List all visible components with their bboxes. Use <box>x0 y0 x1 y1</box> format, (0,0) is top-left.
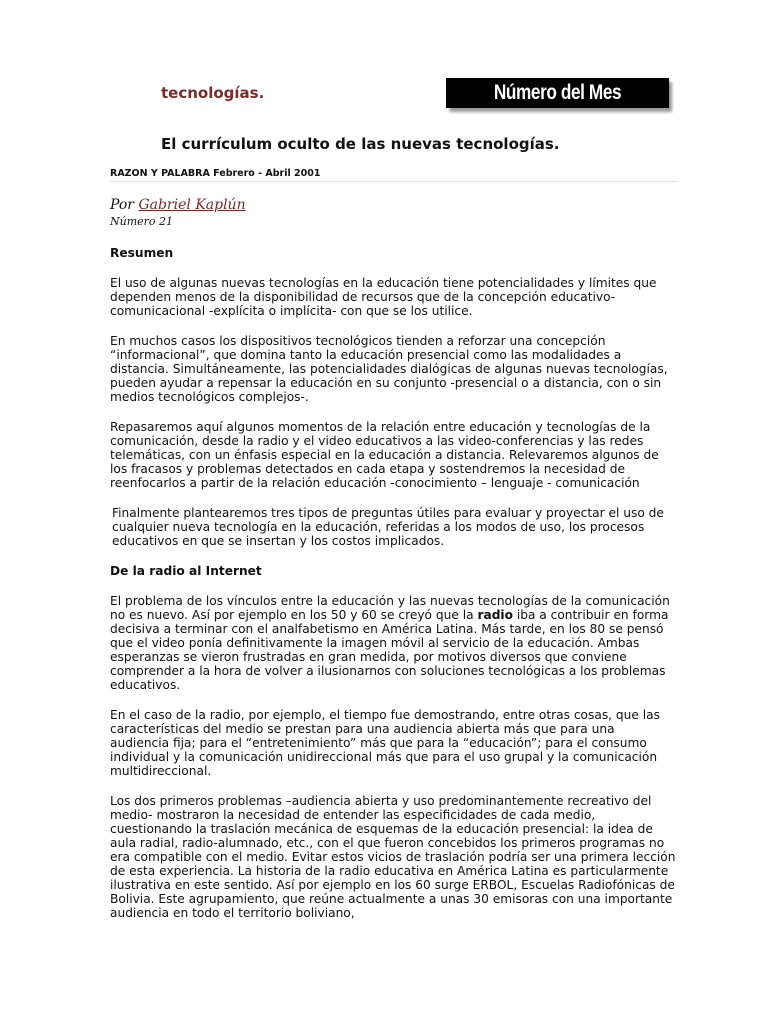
article-title: El currículum oculto de las nuevas tecnologías. <box>161 135 560 153</box>
author-link[interactable]: Gabriel Kaplún <box>138 197 246 213</box>
publication-line: RAZON Y PALABRA Febrero - Abril 2001 <box>110 168 321 179</box>
heading-resumen: Resumen <box>110 246 174 260</box>
numero-del-mes-banner: Número del Mes <box>446 78 669 108</box>
byline <box>110 197 246 213</box>
paragraph: Repasaremos aquí algunos momentos de la relación entre educación y tecnologías de la comunicación, desde la radio y el video educativos a las video-conferencias y las redes telemáticas, con un énfasis especial en la educación a distancia. Relevaremos algunos de los fracasos y problemas detectados en cada etapa y sostendremos la necesidad de reenfocarlos a partir de la relación educación -conocimiento – lenguaje - comunicación <box>110 420 659 490</box>
paragraph: Los dos primeros problemas –audiencia abierta y uso predominantemente recreativo del medio- mostraron la necesidad de entender las especificidades de cada medio, cuestionando la traslación mecánica de esquemas de la educación presencial: la idea de aula radial, radio-alumnado, etc., con el que fueron concebidos los primeros programas no era compatible con el medio. Evitar estos vicios de traslación podría ser una primera lección de esta experiencia. La historia de la radio educativa en América Latina es particularmente ilustrativa en este sentido. Así por ejemplo en los 60 surge ERBOL, Escuelas Radiofónicas de Bolivia. Este agrupamiento, que reúne actualmente a unas 30 emisoras con una importante audiencia en todo el territorio boliviano, <box>110 794 676 920</box>
bold-radio: radio <box>477 608 513 622</box>
paragraph <box>110 594 676 692</box>
divider <box>110 181 678 182</box>
paragraph: En muchos casos los dispositivos tecnológicos tienden a reforzar una concepción “informacional”, que domina tanto la educación presencial como las modalidades a distancia. Simultáneamente, las potencialidades dialógicas de algunas nuevas tecnologías, pueden ayudar a repensar la educación en su conjunto -presencial o a distancia, con o sin medios tecnológicos complejos-. <box>110 334 668 404</box>
paragraph-text: El problema de los vínculos entre la educación y las nuevas tecnologías de la comunicación no es nuevo. Así por ejemplo en los 50 y 60 se creyó que la <box>110 594 670 622</box>
paragraph-text: iba a contribuir en forma decisiva a terminar con el analfabetismo en América Latina. Más tarde, en los 80 se pensó que el video ponía definitivamente la imagen móvil al servicio de la educación. Ambas esperanzas se vieron frustradas en gran medida, por motivos diversos que conviene comprender a la hora de volver a ilusionarnos con soluciones tecnológicas a los problemas educativos. <box>110 608 669 692</box>
issue-number: Número 21 <box>110 215 174 228</box>
section-title: tecnologías. <box>161 84 265 102</box>
heading-radio-internet: De la radio al Internet <box>110 564 262 578</box>
paragraph: Finalmente plantearemos tres tipos de preguntas útiles para evaluar y proyectar el uso de cualquier nueva tecnología en la educación, referidas a los modos de uso, los procesos educativos en que se insertan y los costos implicados. <box>112 506 664 548</box>
paragraph: El uso de algunas nuevas tecnologías en la educación tiene potencialidades y límites que dependen menos de la disponibilidad de recursos que de la concepción educativo-comunicacional -explícita o implícita- con que se los utilice. <box>110 276 657 318</box>
article-body <box>110 246 676 936</box>
byline-prefix: Por <box>110 197 139 213</box>
paragraph: En el caso de la radio, por ejemplo, el tiempo fue demostrando, entre otras cosas, que las características del medio se prestan para una audiencia abierta más que para una audiencia fija; para el “entretenimiento” más que para la “educación”; para el consumo individual y la comunicación unidireccional más que para el uso grupal y la comunicación multidireccional. <box>110 708 660 778</box>
